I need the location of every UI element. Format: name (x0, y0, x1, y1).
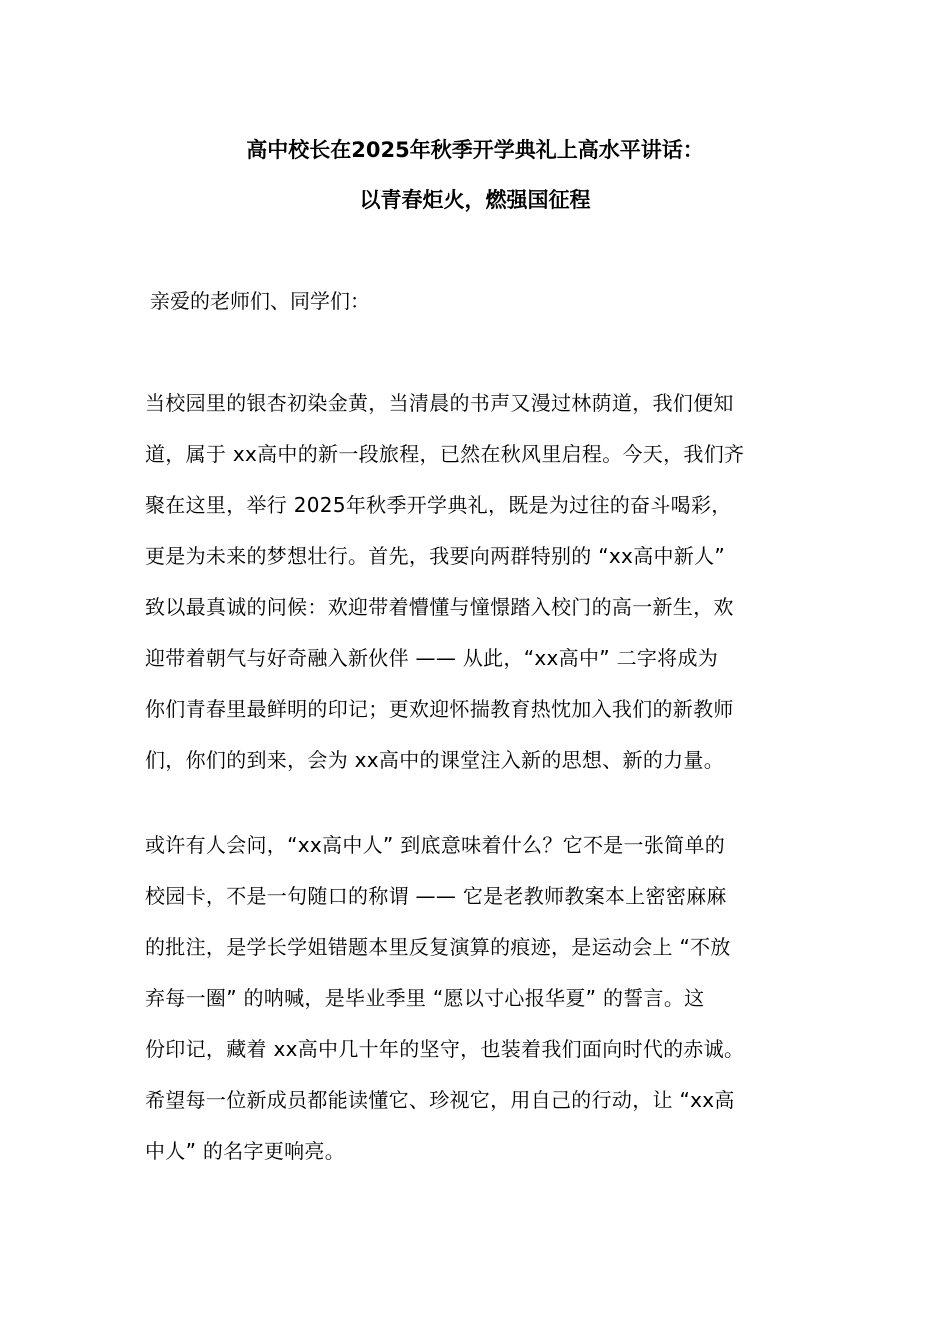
paragraph-line: 聚在这里，举行 2025年秋季开学典礼，既是为过往的奋斗喝彩， (145, 493, 732, 517)
paragraph-2 (145, 830, 810, 1187)
paragraph-line: 道，属于 xx高中的新一段旅程，已然在秋风里启程。今天，我们齐 (145, 442, 745, 466)
greeting: 亲爱的老师们、同学们： (150, 289, 370, 313)
paragraph-line: 更是为未来的梦想壮行。首先，我要向两群特别的 “xx高中新人” (145, 544, 726, 568)
paragraph-line: 的批注，是学长学姐错题本里反复演算的痕迹，是运动会上 “不放 (145, 935, 731, 959)
paragraph-line: 校园卡，不是一句随口的称谓 —— 它是老教师教案本上密密麻麻 (145, 884, 727, 908)
paragraph-line: 份印记，藏着 xx高中几十年的坚守，也装着我们面向时代的赤诚。 (145, 1037, 745, 1061)
paragraph-line: 中人” 的名字更响亮。 (145, 1139, 346, 1163)
paragraph-line: 致以最真诚的问候：欢迎带着懵懂与憧憬踏入校门的高一新生，欢 (145, 595, 734, 619)
paragraph-line: 弃每一圈” 的呐喊，是毕业季里 “愿以寸心报华夏” 的誓言。这 (145, 986, 705, 1010)
paragraph-line: 们，你们的到来，会为 xx高中的课堂注入新的思想、新的力量。 (145, 748, 725, 772)
title-line-1: 高中校长在2025年秋季开学典礼上高水平讲话： (246, 138, 704, 162)
paragraph-line: 或许有人会问，“xx高中人” 到底意味着什么？它不是一张简单的 (145, 833, 726, 857)
title-line-2: 以青春炬火，燃强国征程 (359, 188, 591, 212)
paragraph-line: 你们青春里最鲜明的印记；更欢迎怀揣教育热忱加入我们的新教师 (145, 697, 734, 721)
paragraph-line: 希望每一位新成员都能读懂它、珍视它，用自己的行动，让 “xx高 (145, 1088, 735, 1112)
paragraph-1 (145, 388, 810, 796)
paragraph-line: 迎带着朝气与好奇融入新伙伴 —— 从此，“xx高中” 二字将成为 (145, 646, 719, 670)
paragraph-line: 当校园里的银杏初染金黄，当清晨的书声又漫过林荫道，我们便知 (145, 391, 734, 415)
